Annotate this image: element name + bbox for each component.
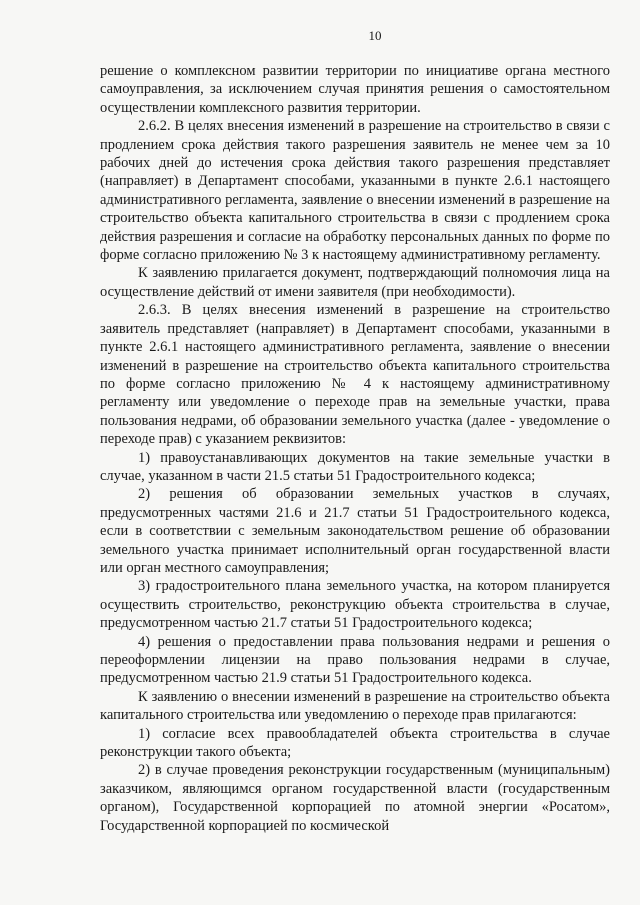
- list-item-3: 3) градостроительного плана земельного участка, на котором планируется осуществить строительство, реконструкцию объекта строительства в случае, предусмотренном частью 21.7 статьи 51 Градостроительного кодекса;: [100, 578, 610, 632]
- page-number: 10: [368, 28, 382, 43]
- list-item-1: 1) правоустанавливающих документов на такие земельные участки в случае, указанном в части 21.5 статьи 51 Градостроительного кодекса;: [100, 449, 610, 484]
- attachment-item-2: 2) в случае проведения реконструкции государственным (муниципальным) заказчиком, являющимся органом государственной власти (государственным органом), Государственной корпорацией по атомной энергии «Росатом», Государственной корпорацией по космической: [100, 762, 610, 834]
- paragraph-2-6-3: 2.6.3. В целях внесения изменений в разрешение на строительство заявитель представляет (направляет) в Департамент способами, указанными в пункте 2.6.1 настоящего административного регламента, заявление о внесении изменений в разрешение на строительство объекта капитального строительства по форме согласно приложению № 4 к настоящему административному регламенту или уведомление о переходе прав на земельные участки, права пользования недрами, об образовании земельного участка (далее - уведомление о переходе прав) с указанием реквизитов:: [100, 302, 610, 448]
- paragraph-attachments-intro: К заявлению о внесении изменений в разрешение на строительство объекта капитального строительства или уведомлению о переходе прав прилагаются:: [100, 688, 610, 724]
- paragraph-2-6-2: 2.6.2. В целях внесения изменений в разрешение на строительство в связи с продлением срока действия такого разрешения заявитель не менее чем за 10 рабочих дней до истечения срока действия такого разрешения представляет (направляет) в Департамент способами, указанными в пункте 2.6.1 настоящего административного регламента, заявление о внесении изменений в разрешение на строительство объекта капитального строительства в связи с продлением срока действия разрешения и согласие на обработку персональных данных по форме по форме согласно приложению № 3 к настоящему административному регламенту.: [100, 118, 610, 264]
- paragraph-attachment-note: К заявлению прилагается документ, подтверждающий полномочия лица на осуществление действий от имени заявителя (при необходимости).: [100, 265, 610, 300]
- list-item-2: 2) решения об образовании земельных участков в случаях, предусмотренных частями 21.6 и 21.7 статьи 51 Градостроительного кодекса, если в соответствии с земельным законодательством решение об образовании земельного участка принимает исполнительный орган государственной власти или орган местного самоуправления;: [100, 486, 610, 576]
- attachment-item-1: 1) согласие всех правообладателей объекта строительства в случае реконструкции такого объекта;: [100, 725, 610, 761]
- paragraph-continuation: решение о комплексном развитии территории по инициативе органа местного самоуправления, за исключением случая принятия решения о самостоятельном осуществлении комплексного развития территории.: [100, 63, 610, 116]
- list-item-4: 4) решения о предоставлении права пользования недрами и решения о переоформлении лицензии на право пользования недрами в случае, предусмотренном частью 21.9 статьи 51 Градостроительного кодекса.: [100, 633, 610, 687]
